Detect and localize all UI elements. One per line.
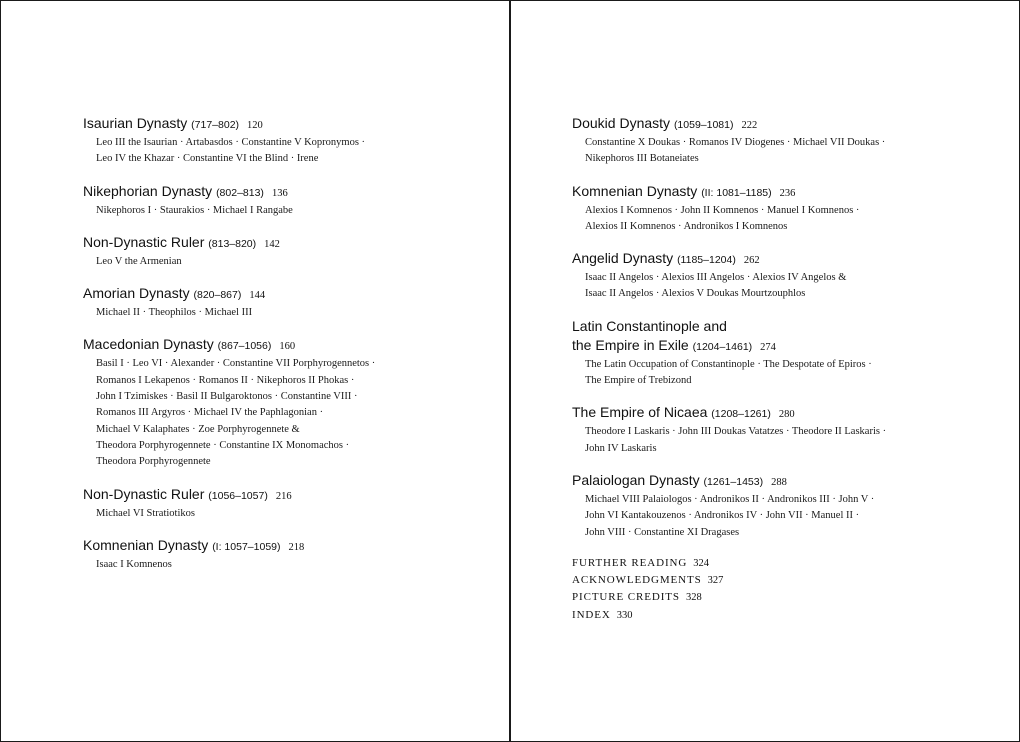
toc-entry bbox=[572, 471, 972, 541]
entry-title: Non-Dynastic Ruler bbox=[83, 233, 205, 250]
entry-dates: (II: 1081–1185) bbox=[701, 186, 772, 199]
ruler-line: John IV Laskaris bbox=[585, 442, 657, 454]
back-matter-label: PICTURE CREDITS bbox=[572, 591, 680, 604]
entry-rulers bbox=[96, 356, 483, 470]
toc-entry bbox=[572, 182, 972, 236]
ruler-line: Theodora Porphyrogennete · Constantine IX Monomachos · bbox=[96, 439, 350, 451]
entry-page-number: 120 bbox=[247, 120, 263, 131]
ruler-line: Romanos III Argyros · Michael IV the Paphlagonian · bbox=[96, 407, 324, 419]
back-matter-picture-credits[interactable] bbox=[572, 589, 972, 606]
entry-rulers bbox=[96, 305, 483, 321]
entry-heading[interactable] bbox=[572, 471, 972, 492]
toc-entry bbox=[83, 335, 483, 470]
entry-page-number: 280 bbox=[778, 409, 795, 421]
entry-heading[interactable] bbox=[572, 403, 972, 424]
entry-page-number: 160 bbox=[279, 341, 296, 353]
entry-page-number: 216 bbox=[275, 490, 292, 502]
entry-rulers bbox=[585, 492, 972, 541]
entry-heading[interactable] bbox=[83, 182, 483, 203]
right-page bbox=[510, 0, 1020, 742]
entry-heading[interactable] bbox=[83, 485, 483, 506]
entry-dates: (1056–1057) bbox=[208, 489, 268, 502]
back-matter-list bbox=[572, 555, 972, 624]
entry-dates: (I: 1057–1059) bbox=[212, 540, 281, 553]
ruler-line: Isaac II Angelos · Alexios V Doukas Mourtzouphlos bbox=[585, 288, 806, 300]
entry-title: Palaiologan Dynasty bbox=[572, 471, 700, 488]
right-toc-column bbox=[572, 114, 972, 624]
entry-page-number: 136 bbox=[271, 187, 288, 199]
toc-entry bbox=[572, 114, 972, 168]
entry-title: Komnenian Dynasty bbox=[572, 182, 698, 199]
ruler-line: Leo IV the Khazar · Constantine VI the Blind · Irene bbox=[96, 153, 319, 165]
ruler-line: Nikephoros III Botaneiates bbox=[585, 153, 699, 165]
entry-rulers bbox=[585, 270, 972, 303]
entry-dates: (1261–1453) bbox=[703, 475, 764, 488]
entry-title-continued: the Empire in Exile bbox=[572, 336, 689, 353]
entry-title: Latin Constantinople and bbox=[572, 317, 727, 334]
entry-dates: (820–867) bbox=[193, 289, 242, 302]
ruler-line: Romanos I Lekapenos · Romanos II · Nikephoros II Phokas · bbox=[96, 374, 355, 386]
toc-entry bbox=[572, 403, 972, 457]
ruler-line: Isaac II Angelos · Alexios III Angelos · Alexios IV Angelos & bbox=[585, 272, 847, 284]
ruler-line: Nikephoros I · Staurakios · Michael I Rangabe bbox=[96, 204, 293, 216]
back-matter-further-reading[interactable] bbox=[572, 555, 972, 572]
entry-heading[interactable] bbox=[83, 233, 483, 254]
back-matter-page: 330 bbox=[616, 609, 633, 621]
entry-rulers bbox=[585, 135, 972, 168]
entry-title: Komnenian Dynasty bbox=[83, 536, 209, 553]
entry-heading[interactable] bbox=[83, 335, 483, 356]
toc-entry bbox=[83, 182, 483, 219]
entry-dates: (867–1056) bbox=[217, 340, 272, 353]
entry-rulers bbox=[585, 357, 972, 390]
entry-title: Isaurian Dynasty bbox=[83, 115, 188, 131]
ruler-line: Leo III the Isaurian · Artabasdos · Constantine V Kopronymos · bbox=[96, 137, 366, 148]
back-matter-index[interactable] bbox=[572, 607, 972, 624]
entry-heading[interactable] bbox=[572, 182, 972, 203]
entry-dates: (1185–1204) bbox=[677, 254, 736, 267]
entry-page-number: 142 bbox=[264, 238, 280, 250]
left-toc-column bbox=[83, 114, 483, 587]
entry-heading[interactable] bbox=[83, 536, 483, 557]
back-matter-label: INDEX bbox=[572, 608, 611, 621]
ruler-line: Theodora Porphyrogennete bbox=[96, 456, 211, 468]
entry-title: Macedonian Dynasty bbox=[83, 336, 214, 353]
entry-title: Nikephorian Dynasty bbox=[83, 182, 213, 199]
toc-entry bbox=[83, 284, 483, 321]
entry-heading[interactable] bbox=[572, 249, 972, 270]
ruler-line: The Empire of Trebizond bbox=[585, 375, 692, 387]
toc-entry bbox=[83, 536, 483, 573]
entry-title: The Empire of Nicaea bbox=[572, 404, 708, 421]
ruler-line: The Latin Occupation of Constantinople · The Despotate of Epiros · bbox=[585, 358, 872, 370]
ruler-line: Michael V Kalaphates · Zoe Porphyrogennete & bbox=[96, 423, 300, 435]
entry-rulers bbox=[96, 135, 483, 168]
entry-rulers bbox=[585, 424, 972, 457]
back-matter-acknowledgments[interactable] bbox=[572, 572, 972, 589]
entry-rulers bbox=[96, 203, 483, 219]
ruler-line: Theodore I Laskaris · John III Doukas Vatatzes · Theodore II Laskaris · bbox=[585, 426, 887, 438]
ruler-line: Isaac I Komnenos bbox=[96, 558, 172, 570]
entry-page-number: 288 bbox=[771, 476, 787, 488]
entry-rulers bbox=[585, 203, 972, 236]
toc-entry bbox=[83, 485, 483, 522]
entry-title: Doukid Dynasty bbox=[572, 115, 671, 131]
back-matter-page: 324 bbox=[693, 557, 709, 569]
entry-page-number: 222 bbox=[741, 120, 758, 131]
ruler-line: John VIII · Constantine XI Dragases bbox=[585, 526, 740, 538]
entry-dates: (813–820) bbox=[208, 237, 257, 250]
entry-rulers bbox=[96, 254, 483, 270]
entry-dates: (1208–1261) bbox=[711, 408, 771, 421]
back-matter-label: ACKNOWLEDGMENTS bbox=[572, 574, 702, 587]
ruler-line: Michael VIII Palaiologos · Andronikos II · Andronikos III · John V · bbox=[585, 493, 875, 505]
entry-heading[interactable] bbox=[572, 317, 972, 357]
entry-title: Non-Dynastic Ruler bbox=[83, 485, 205, 502]
toc-entry bbox=[83, 114, 483, 168]
back-matter-label: FURTHER READING bbox=[572, 556, 688, 569]
entry-page-number: 236 bbox=[779, 187, 796, 199]
toc-entry bbox=[572, 317, 972, 390]
ruler-line: Michael VI Stratiotikos bbox=[96, 507, 195, 519]
toc-entry bbox=[572, 249, 972, 303]
entry-page-number: 144 bbox=[249, 290, 266, 302]
entry-heading[interactable] bbox=[83, 114, 483, 135]
entry-page-number: 262 bbox=[743, 255, 760, 267]
entry-dates: (717–802) bbox=[191, 119, 240, 131]
ruler-line: Michael II · Theophilos · Michael III bbox=[96, 307, 253, 319]
ruler-line: Basil I · Leo VI · Alexander · Constantine VII Porphyrogennetos · bbox=[96, 358, 376, 370]
entry-page-number: 218 bbox=[288, 541, 305, 553]
entry-rulers bbox=[96, 506, 483, 522]
entry-page-number: 274 bbox=[760, 341, 776, 353]
ruler-line: Constantine X Doukas · Romanos IV Diogenes · Michael VII Doukas · bbox=[585, 137, 886, 148]
entry-title: Amorian Dynasty bbox=[83, 285, 190, 302]
ruler-line: Alexios I Komnenos · John II Komnenos · Manuel I Komnenos · bbox=[585, 204, 860, 216]
entry-heading[interactable] bbox=[572, 114, 972, 135]
ruler-line: John I Tzimiskes · Basil II Bulgaroktonos · Constantine VIII · bbox=[96, 391, 358, 403]
entry-rulers bbox=[96, 557, 483, 573]
back-matter-page: 328 bbox=[685, 592, 702, 604]
entry-dates: (1204–1461) bbox=[692, 340, 753, 353]
toc-entry bbox=[83, 233, 483, 270]
ruler-line: John VI Kantakouzenos · Andronikos IV · John VII · Manuel II · bbox=[585, 510, 860, 522]
entry-heading[interactable] bbox=[83, 284, 483, 305]
entry-title: Angelid Dynasty bbox=[572, 250, 674, 267]
entry-dates: (802–813) bbox=[216, 186, 264, 199]
entry-dates: (1059–1081) bbox=[673, 119, 734, 131]
ruler-line: Leo V the Armenian bbox=[96, 255, 182, 267]
ruler-line: Alexios II Komnenos · Andronikos I Komnenos bbox=[585, 220, 788, 232]
back-matter-page: 327 bbox=[707, 575, 724, 587]
